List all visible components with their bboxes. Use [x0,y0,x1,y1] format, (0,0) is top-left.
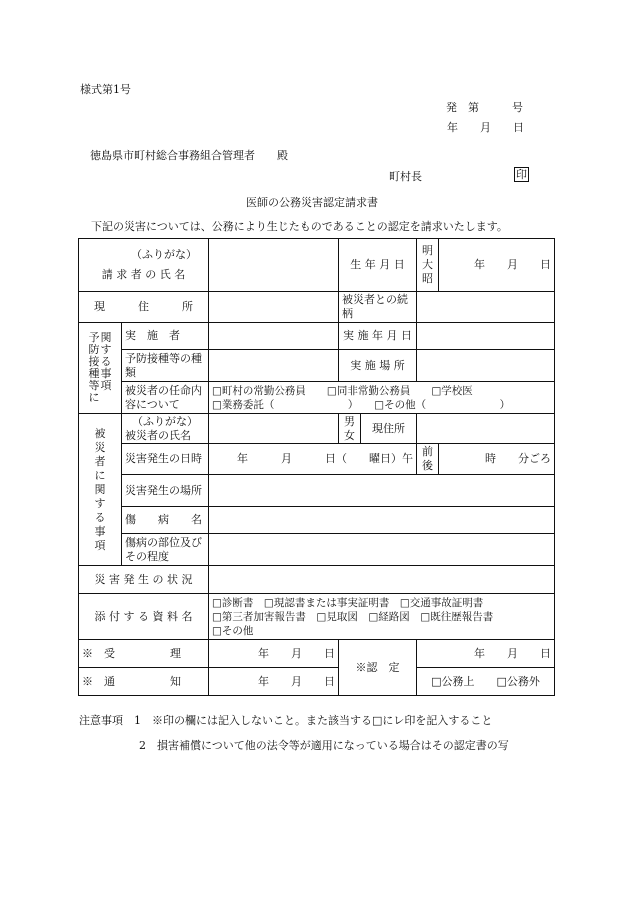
situation-field[interactable] [209,566,555,594]
notified-date[interactable]: 年 月 日 [209,668,339,696]
claimant-name-label: （ふりがな） 請 求 者 の 氏 名 [79,239,209,292]
implementer-label: 実 施 者 [122,323,209,350]
occurrence-time-label: 災害発生の日時 [122,444,209,475]
injury-part-field[interactable] [209,534,555,566]
form-number: 様式第1号 [80,83,131,96]
attachments-label: 添 付 す る 資 料 名 [79,594,209,640]
appointment-label: 被災者の任命内容について [122,382,209,414]
appointment-options[interactable]: □町村の常勤公務員 □同非常勤公務員 □学校医 □業務委託（ ） □その他（ ） [209,382,555,414]
injury-label: 傷 病 名 [122,507,209,534]
implementer-field[interactable] [209,323,339,350]
era-options[interactable]: 明 大 昭 [417,239,439,292]
issue-number: 発 第 号 [446,101,523,114]
received-date[interactable]: 年 月 日 [209,640,339,668]
victim-group-label: 被 災 者 に 関 す る 事 項 [79,414,122,566]
current-address-label: 現住所 [361,414,417,444]
injury-part-label: 傷病の部位及びその程度 [122,534,209,566]
mayor-label: 町村長 [389,170,422,183]
situation-label: 災 害 発 生 の 状 況 [79,566,209,594]
birth-date-value[interactable]: 年 月 日 [439,239,555,292]
relationship-field[interactable] [417,292,555,323]
claim-form-table [78,238,555,696]
address-field[interactable] [209,292,339,323]
occurrence-place-field[interactable] [209,475,555,507]
claimant-name-field[interactable] [209,239,339,292]
seal-mark: 印 [516,168,527,181]
vaccine-type-field[interactable] [209,350,339,382]
relationship-label: 被災者との続柄 [339,292,417,323]
impl-date-label: 実 施 年 月 日 [339,323,417,350]
attachments-options[interactable]: □診断書 □現認書または事実証明書 □交通事故証明書 □第三者加害報告書 □見取図 □経路図 □既往歴報告書 □その他 [209,594,555,640]
occurrence-place-label: 災害発生の場所 [122,475,209,507]
certification-options[interactable]: □公務上 □公務外 [417,668,555,696]
certification-label: ※認 定 [339,640,417,696]
impl-date-field[interactable] [417,323,555,350]
notes-item-2: 2 損害補償について他の法令等が適用になっている場合はその認定書の写 [139,739,509,752]
intro-text: 下記の災害については、公務により生じたものであることの認定を請求いたします。 [91,220,508,233]
sex-options[interactable]: 男 女 [339,414,361,444]
address-label: 現 住 所 [79,292,209,323]
current-address-field[interactable] [417,414,555,444]
birth-date-label: 生 年 月 日 [339,239,417,292]
addressee: 徳島県市町村総合事務組合管理者 殿 [90,149,288,162]
impl-place-field[interactable] [417,350,555,382]
certification-date[interactable]: 年 月 日 [417,640,555,668]
received-label: ※ 受 理 [79,640,209,668]
issue-date: 年 月 日 [447,121,524,134]
ampm-options[interactable]: 前 後 [417,444,439,475]
occurrence-time-tail[interactable]: 時 分ごろ [439,444,555,475]
notes-item-1: 注意事項 1 ※印の欄には記入しないこと。また該当する□にレ印を記入すること [79,714,493,727]
prevention-group-label: 予 防 接 種 等 に 関 す る 事 項 [79,323,122,414]
impl-place-label: 実 施 場 所 [339,350,417,382]
victim-name-label: （ふりがな） 被災者の氏名 [122,414,209,444]
victim-name-field[interactable] [209,414,339,444]
vaccine-type-label: 予防接種等の種類 [122,350,209,382]
injury-field[interactable] [209,507,555,534]
notified-label: ※ 通 知 [79,668,209,696]
occurrence-time-value[interactable]: 年 月 日（ 曜日）午 [209,444,417,475]
document-title: 医師の公務災害認定請求書 [246,196,378,209]
